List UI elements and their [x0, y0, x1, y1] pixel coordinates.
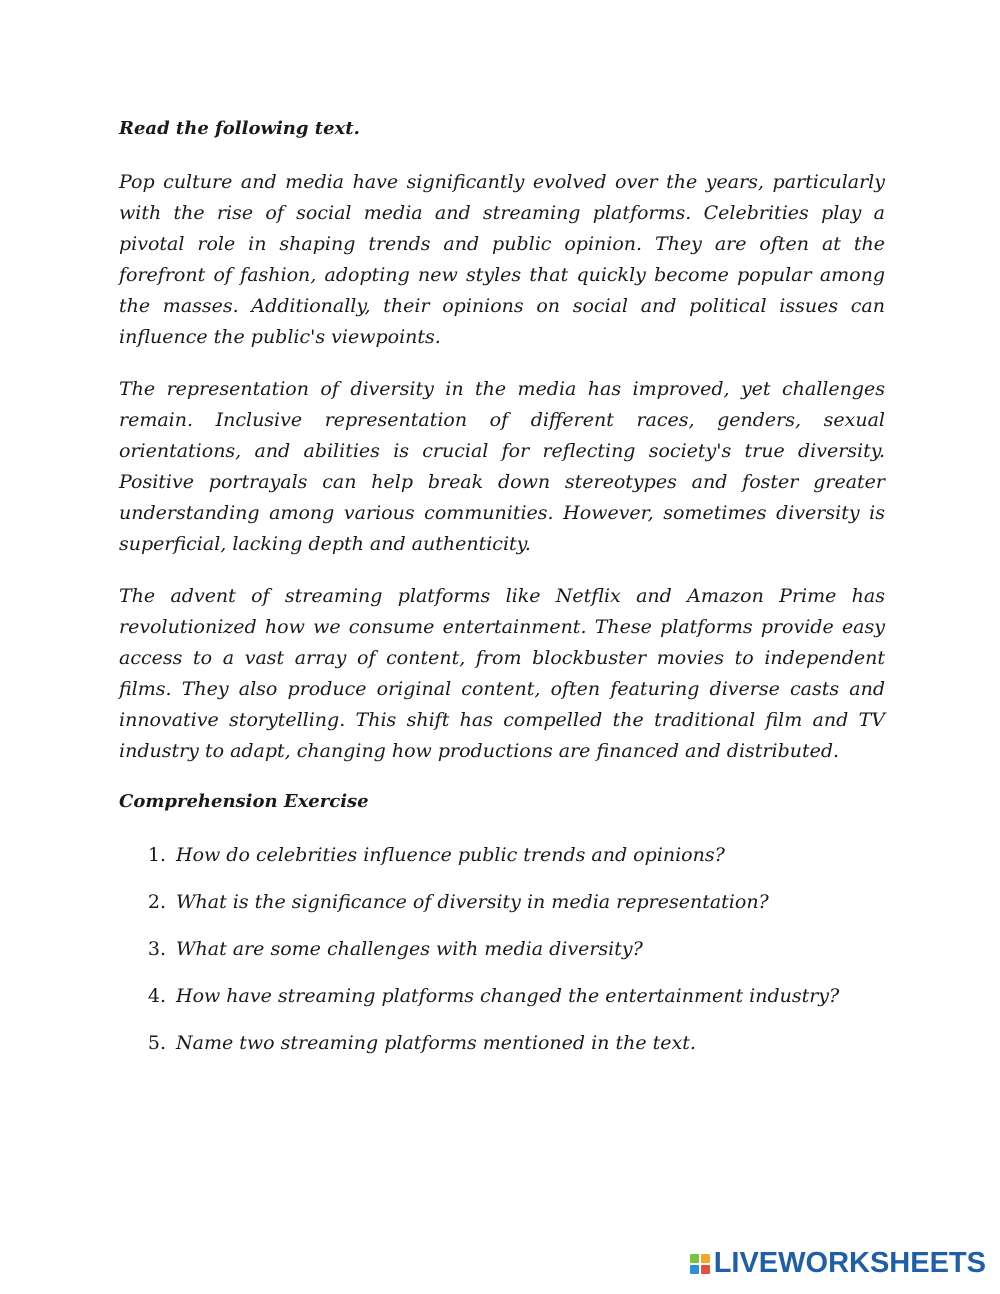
question-item — [119, 1020, 885, 1067]
question-number: 2. — [147, 891, 166, 913]
question-item — [119, 879, 885, 926]
question-item — [119, 926, 885, 973]
paragraph-1: Pop culture and media have significantly evolved over the years, particularly with the rise of social media and streaming platforms. Celebrities play a pivotal role in shaping trends and public opinion. They are often at the forefront of fashion, adopting new styles that quickly become popular among the masses. Additionally, their opinions on social and political issues can influence the public's viewpoints. — [119, 171, 885, 348]
question-number: 4. — [147, 985, 166, 1007]
question-number: 3. — [147, 938, 166, 960]
question-item — [119, 832, 885, 879]
liveworksheets-brand — [690, 1247, 986, 1280]
logo-square-1 — [690, 1254, 699, 1263]
question-text: How have streaming platforms changed the entertainment industry? — [176, 985, 840, 1007]
question-number: 5. — [147, 1032, 166, 1054]
paragraph-3: The advent of streaming platforms like Netflix and Amazon Prime has revolutionized how we consume entertainment. These platforms provide easy access to a vast array of content, from blockbuster movies to independent films. They also produce original content, often featuring diverse casts and innovative storytelling. This shift has compelled the traditional film and TV industry to adapt, changing how productions are financed and distributed. — [119, 585, 885, 762]
brand-name: LIVEWORKSHEETS — [713, 1247, 986, 1279]
exercise-heading: Comprehension Exercise — [119, 791, 369, 812]
question-text: Name two streaming platforms mentioned in the text. — [176, 1032, 696, 1054]
question-text: What is the significance of diversity in media representation? — [176, 891, 769, 913]
logo-square-3 — [690, 1265, 699, 1274]
question-text: What are some challenges with media diversity? — [176, 938, 643, 960]
paragraph-2: The representation of diversity in the media has improved, yet challenges remain. Inclusive representation of different races, genders, sexual orientations, and abilities is crucial for reflecting society's true diversity. Positive portrayals can help break down stereotypes and foster greater understanding among various communities. However, sometimes diversity is superficial, lacking depth and authenticity. — [119, 378, 885, 555]
question-item — [119, 973, 885, 1020]
instruction-text: Read the following text. — [119, 118, 360, 139]
liveworksheets-logo-icon — [690, 1254, 710, 1274]
worksheet-page — [119, 118, 885, 1067]
question-text: How do celebrities influence public trends and opinions? — [176, 844, 725, 866]
logo-square-4 — [701, 1265, 710, 1274]
logo-square-2 — [701, 1254, 710, 1263]
question-number: 1. — [147, 844, 166, 866]
question-list — [119, 832, 885, 1067]
